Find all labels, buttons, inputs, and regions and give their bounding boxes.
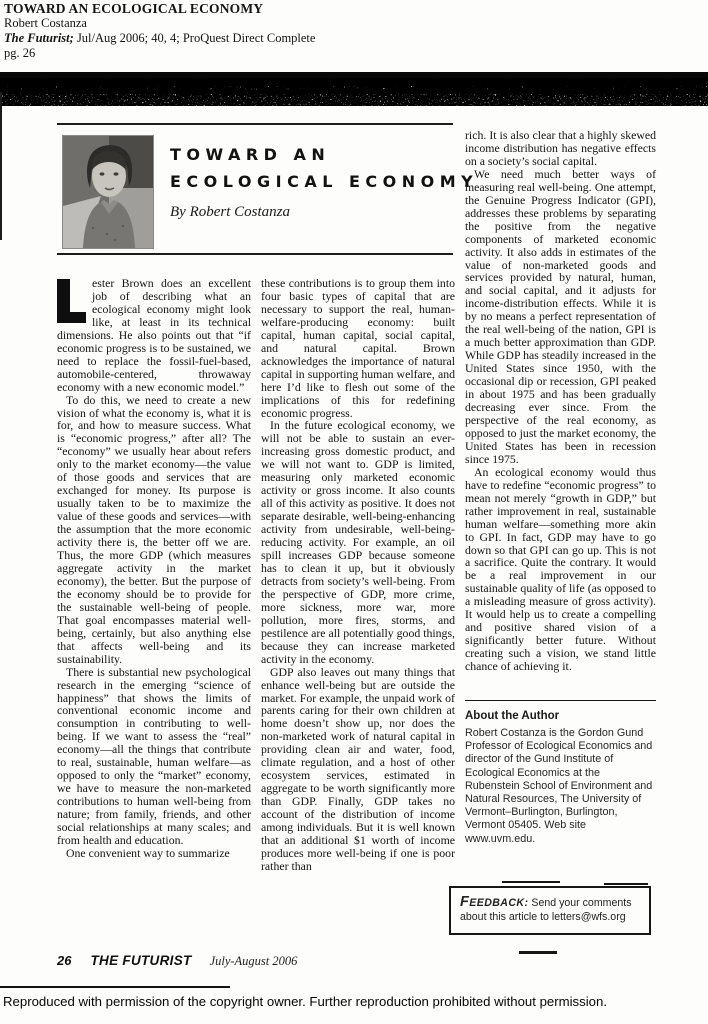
paragraph-text: ester Brown does an excellent job of describing what an ecological economy might look like, at least in its technical dimensions. He also points out that “if economic progress is to be sustained, we need to replace the fossil-fuel-based, automobile-centered, throwaway economy with a new economic model.” bbox=[57, 277, 251, 394]
footer-issue-date: July-August 2006 bbox=[209, 954, 298, 968]
body-column-2 bbox=[261, 277, 455, 935]
scan-dash-artifact bbox=[604, 883, 648, 885]
article-title-line1: TOWARD AN bbox=[170, 145, 331, 164]
author-photo bbox=[62, 135, 154, 249]
paragraph: GDP also leaves out many things that enhance well-being but are outside the market. For example, the unpaid work of parents caring for their own children at home doesn’t show up, nor does the non-marketed work of natural capital in providing clean air and water, food, climate regulation, and a host of other ecosystem services, estimated in aggregate to be worth significantly more than GDP. Finally, GDP takes no account of the distribution of income among individuals. But it is well known that an additional $1 worth of income produces more well-being if one is poor rather than bbox=[261, 664, 455, 873]
article-masthead bbox=[57, 123, 479, 255]
feedback-text: Send your comments about this article to letters@wfs.org bbox=[460, 897, 632, 923]
body-column-3 bbox=[465, 129, 656, 846]
paragraph: these contributions is to group them into four basic types of capital that are necessary to support the real, human-welfare-producing economy: built capital, human capital, social capital, and natural capital. Brown acknowledges the importance of natural capital in supporting human welfare, and here I’d like to flesh out some of the implications of this for redefining economic progress. bbox=[261, 277, 455, 420]
copyright-notice: Reproduced with permission of the copyright owner. Further reproduction prohibited without permission. bbox=[3, 994, 608, 1009]
citation-header bbox=[4, 1, 315, 61]
page-footer bbox=[57, 952, 297, 970]
about-author-heading: About the Author bbox=[465, 710, 560, 723]
article-title-line2: ECOLOGICAL ECONOMY bbox=[170, 172, 479, 191]
body-column-1 bbox=[57, 277, 251, 947]
scan-noise-band bbox=[0, 72, 708, 106]
about-author-text: Robert Costanza is the Gordon Gund Professor of Ecological Economics and director of the Gund Institute of Ecological Economics at the Rubenstein School of Environment and Natural Resources, The University of Vermont–Burlington, Burlington, Vermont 05405. Web site www.uvm.edu. bbox=[465, 726, 653, 845]
paragraph bbox=[57, 277, 251, 394]
bottom-rule bbox=[0, 986, 230, 988]
paragraph: An ecological economy would thus have to redefine “economic progress” to mean not merely “growth in GDP,” but rather improvement in real, sustainable human welfare—something more akin to GPI. In fact, GDP may have to go down so that GPI can go up. This is not a sacrifice. Quite the contrary. It would be a real improvement in our sustainable quality of life (as opposed to a misleading measure of gross activity). It would help us to create a compelling and positive shared vision of a significantly better future. Without creating such a vision, we stand little chance of achieving it. bbox=[465, 464, 656, 674]
feedback-label: FEEDBACK: bbox=[460, 894, 529, 910]
citation-source-name: The Futurist; bbox=[4, 31, 74, 45]
paragraph: rich. It is also clear that a highly skewed income distribution has negative effects on a society’s social capital. bbox=[465, 128, 656, 168]
masthead-text bbox=[170, 141, 479, 221]
footer-page-number: 26 bbox=[57, 953, 72, 968]
paragraph: In the future ecological economy, we will not be able to sustain an ever-increasing gross domestic product, and we will not want to. GDP is limited, measuring only marketed economic activity or gross income. It also counts all of this activity as positive. It does not separate desirable, well-being-enhancing activity from undesirable, well-being-reducing activity. For example, an oil spill increases GDP because someone has to clean it up, but it obviously detracts from society’s well-being. From the perspective of GDP, more crime, more sickness, more war, more pollution, more fires, storms, and pestilence are all potentially good things, because they can increase marketed activity in the economy. bbox=[261, 418, 455, 666]
paragraph: To do this, we need to create a new vision of what the economy is, what it is for, and how to measure success. What is “economic progress,” after all? The “economy” we usually hear about refers only to the market economy—the value of those goods and services that are exchanged for money. Its purpose is usually taken to be to maximize the value of these goods and services—with the assumption that the more economic activity there is, the better off we are. Thus, the more GDP (which measures aggregate activity in the market economy), the better. But the purpose of the economy should be to provide for the sustainable well-being of people. That goal encompasses material well-being, certainly, but also anything else that affects well-being and its sustainability. bbox=[57, 392, 251, 666]
citation-source-detail: Jul/Aug 2006; 40, 4; ProQuest Direct Complete bbox=[73, 31, 316, 45]
scan-dash-artifact bbox=[519, 951, 557, 954]
paragraph: There is substantial new psychological research in the emerging “science of happiness” that shows the limits of conventional economic income and consumption in contributing to well-being. If we want to assess the “real” economy—all the things that contribute to real, sustainable, human welfare—as opposed to only the “market” economy, we have to measure the non-marketed contributions to human well-being from nature; from family, friends, and other social relationships at many scales; and from health and education. bbox=[57, 664, 251, 847]
citation-title: TOWARD AN ECOLOGICAL ECONOMY bbox=[4, 1, 264, 16]
feedback-box bbox=[449, 886, 651, 935]
citation-page: pg. 26 bbox=[4, 46, 36, 60]
scan-dash-artifact bbox=[502, 881, 560, 883]
about-author-rule bbox=[465, 700, 656, 701]
paragraph: We need much better ways of measuring real well-being. One attempt, the Genuine Progress Indicator (GPI), addresses these problems by separating the positive from the negative components of marketed economic activity. It also adds in estimates of the value of non-marketed goods and services provided by natural, human, and social capital, and it adjusts for income-distribution effects. While it is by no means a perfect representation of the real well-being of the nation, GPI is a much better approximation than GDP. While GDP has steadily increased in the United States since 1950, with the occasional dip or recession, GPI peaked in about 1975 and has been gradually decreasing ever since. From the perspective of the real economy, as opposed to just the market economy, the United States has been in recession since 1975. bbox=[465, 166, 656, 466]
article-byline: By Robert Costanza bbox=[170, 204, 290, 220]
footer-magazine-name: THE FUTURIST bbox=[90, 953, 192, 968]
paragraph: One convenient way to summarize bbox=[66, 845, 230, 860]
citation-source bbox=[4, 31, 315, 46]
citation-author: Robert Costanza bbox=[4, 16, 87, 30]
scan-left-edge-artifact bbox=[0, 92, 2, 240]
dropcap-letter-L bbox=[57, 279, 86, 323]
